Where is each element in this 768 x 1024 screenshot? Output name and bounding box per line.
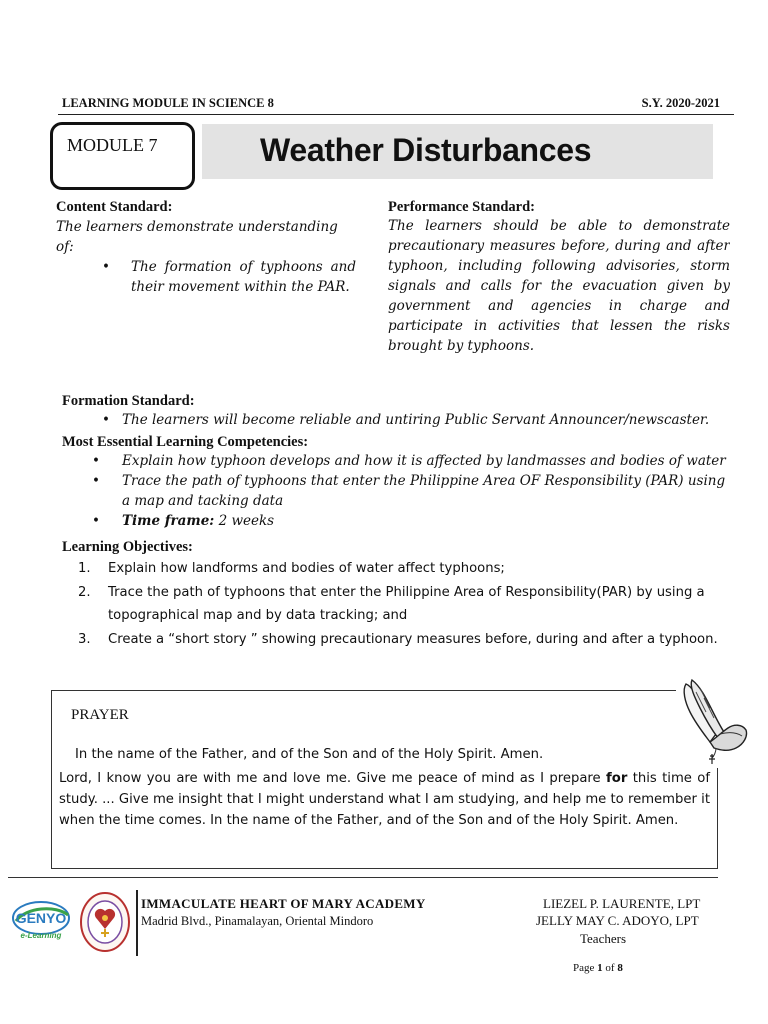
module-number: MODULE 7	[67, 135, 158, 155]
melc-heading: Most Essential Learning Competencies:	[62, 434, 309, 450]
prayer-body	[59, 768, 710, 831]
list-item: • Trace the path of typhoons that enter the Philippine Area OF Responsibility (PAR) using a map and tacking data	[62, 471, 732, 511]
school-seal-icon	[79, 891, 131, 953]
page-number	[573, 962, 623, 974]
prayer-text-bold: for	[606, 771, 628, 786]
header-school-year: S.Y. 2020-2021	[641, 96, 720, 110]
list-item	[62, 628, 730, 651]
time-frame-label: Time frame:	[122, 513, 215, 529]
teacher-name-2: JELLY MAY C. ADOYO, LPT	[536, 913, 699, 928]
time-frame-item	[62, 511, 732, 531]
prayer-title: PRAYER	[71, 707, 129, 723]
page-header	[62, 96, 734, 114]
performance-standard-section	[388, 199, 730, 356]
content-standard-heading: Content Standard:	[56, 199, 173, 215]
list-item: • Explain how typhoon develops and how it is affected by landmasses and bodies of water	[62, 451, 732, 471]
melc-section	[62, 434, 732, 531]
prayer-text-part2: this time of study. ... Give me insight that I might understand what I am studying, and help me to remember it when the time comes. In the name of the Father, and of the Son and of the Holy Spirit. Amen.	[59, 771, 710, 828]
prayer-opening-line: In the name of the Father, and of the Son and of the Holy Spirit. Amen.	[75, 747, 544, 762]
prayer-box	[51, 690, 718, 869]
performance-standard-heading: Performance Standard:	[388, 199, 535, 215]
school-address: Madrid Blvd., Pinamalayan, Oriental Mindoro	[141, 914, 374, 928]
genyo-logo-subtext: e-Learning	[20, 931, 62, 940]
objective-number: 3.	[78, 632, 91, 647]
objective-text: Trace the path of typhoons that enter the Philippine Area of Responsibility(PAR) by using a topographical map and by data tracking; and	[108, 585, 705, 623]
list-item: • The formation of typhoons and their movement within the PAR.	[56, 257, 356, 297]
teacher-name-1: LIEZEL P. LAURENTE, LPT	[543, 896, 701, 911]
page-total: 8	[617, 962, 623, 974]
objective-number: 2.	[78, 585, 91, 600]
content-standard-list	[56, 257, 356, 297]
footer-vertical-divider	[136, 890, 138, 956]
title-banner	[202, 124, 713, 179]
teachers-label: Teachers	[580, 931, 627, 946]
praying-hands-icon	[676, 676, 748, 768]
learning-objectives-section	[62, 539, 730, 651]
content-standard-intro: The learners demonstrate understanding of:	[56, 219, 338, 255]
page-of: of	[605, 962, 615, 974]
content-standard-section	[56, 199, 356, 297]
formation-standard-list	[62, 410, 732, 430]
objective-text: Explain how landforms and bodies of water affect typhoons;	[108, 561, 505, 576]
page-current: 1	[597, 962, 603, 974]
formation-standard-section	[62, 393, 732, 430]
school-name: IMMACULATE HEART OF MARY ACADEMY	[141, 896, 426, 911]
page-prefix: Page	[573, 962, 595, 974]
performance-standard-text: The learners should be able to demonstrate precautionary measures before, during and after typhoon, including following advisories, storm signals and calls for the evacuation given by government and agencies in charge and participate in activities that lessen the risks brought by typhoons.	[388, 218, 730, 354]
genyo-logo-icon	[12, 899, 70, 941]
page-title: Weather Disturbances	[260, 132, 592, 168]
list-item	[62, 581, 730, 627]
objective-number: 1.	[78, 561, 91, 576]
learning-objectives-heading: Learning Objectives:	[62, 539, 193, 555]
objectives-list	[62, 557, 730, 651]
time-frame-value: 2 weeks	[218, 513, 275, 529]
header-module-label: LEARNING MODULE IN SCIENCE 8	[62, 96, 274, 110]
module-number-box	[50, 122, 195, 190]
footer-divider	[8, 877, 718, 878]
prayer-text-part1: Lord, I know you are with me and love me. Give me peace of mind as I prepare	[59, 771, 607, 786]
melc-list	[62, 451, 732, 531]
genyo-logo-text: GENYO	[15, 910, 67, 926]
formation-standard-heading: Formation Standard:	[62, 393, 195, 409]
list-item: • The learners will become reliable and untiring Public Servant Announcer/newscaster.	[62, 410, 732, 430]
header-divider	[58, 114, 734, 115]
objective-text: Create a “short story ” showing precautionary measures before, during and after a typhoon.	[108, 632, 718, 647]
list-item	[62, 557, 730, 580]
